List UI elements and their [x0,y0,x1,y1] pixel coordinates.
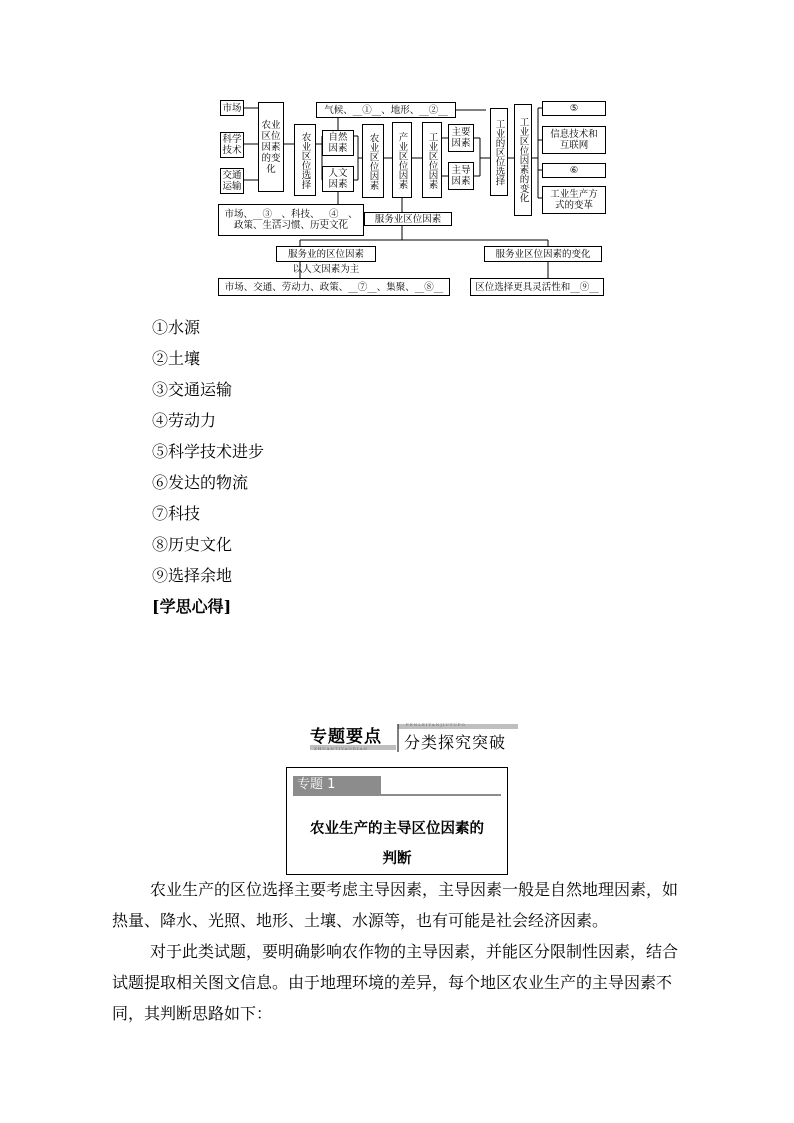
topic-title-line1: 农业生产的主导区位因素的 [310,820,484,837]
main-factor-box [448,124,474,152]
ind-item-prod-box [542,186,606,214]
service-left-title-box [276,246,376,262]
reflection-heading: [学思心得] [152,597,232,616]
ind-change-label: 工业区位因素的变化 [517,117,529,203]
answer-item: ⑨选择余地 [152,566,233,585]
banner-pinyin-bottom: ZHUANTIYAODIAN [314,746,368,751]
industry-factor-box [392,122,412,198]
banner-left-text: 专题要点 [310,727,382,747]
paragraph-1: 农业生产的区位选择主要考虑主导因素，主导因素一般是自然地理因素，如热量、降水、光照、地形、土壤、水源等，也有可能是社会经济因素。 [112,880,679,930]
topic-tag: 专题 1 [293,776,381,794]
service-right-items-box [470,278,604,296]
service-factor-label: 服务业区位因素 [374,213,442,225]
topic-box [286,767,508,875]
answer-item: ⑥发达的物流 [152,473,249,492]
banner-pinyin-top: FENLEITANJIUTUPO [406,722,466,727]
paragraph-2: 对于此类试题，要明确影响农作物的主导因素，并能区分限制性因素，结合试题提取相关图文信息。由于地理环境的差异，每个地区农业生产的主导因素不同，其判断思路如下： [112,942,679,1023]
market-label: 市场 [222,102,242,114]
service-right-title: 服务业区位因素的变化 [495,248,591,260]
topic-tag-underline [293,794,501,796]
concept-diagram [216,98,610,298]
science-tech-label: 科学技术 [222,134,242,156]
answer-item: ⑤科学技术进步 [152,442,265,461]
human-factors-list [218,204,364,236]
ind-item-it-box [542,126,606,154]
transport-label: 交通运输 [222,170,242,192]
ind-choice-box [490,108,508,196]
banner-right-text: 分类探究突破 [404,733,507,752]
human-factors-line1: 市场、__③__、科技、__④__、 [224,209,358,220]
service-left-title: 服务业的区位因素 [287,248,364,260]
service-right-title-box [484,246,602,262]
answer-item: ⑦科技 [152,504,201,523]
answer-list [152,312,264,591]
leading-factor-box [448,162,474,190]
ind-change-box [514,104,532,216]
ag-factor-box [362,124,384,198]
ind-item-prod-label: 工业生产方式的变革 [550,189,598,211]
ind-item-it-label: 信息技术和互联网 [550,129,598,151]
answer-item: ④劳动力 [152,411,217,430]
answer-item: ⑧历史文化 [152,535,233,554]
ag-change-box [258,102,284,192]
market-box [220,100,244,116]
answer-item: ①水源 [152,318,201,337]
natural-factor-box [322,130,354,156]
ag-factor-label: 农业区位因素 [367,132,379,190]
ind-factor-box [422,122,442,198]
human-factor-label: 人文因素 [328,168,348,190]
service-factor-box [364,212,452,226]
industry-factor-label: 产业区位因素 [396,131,408,189]
transport-box [220,168,244,194]
service-left-sub: 以人文因素为主 [292,264,360,275]
service-left-items: 市场、交通、劳动力、政策、__⑦__、集聚、__⑧__ [224,281,444,293]
ind-item-6-label: ⑥ [569,165,579,176]
ind-item-6-box [542,163,606,178]
ag-choice-box [294,124,316,196]
service-left-items-box [218,278,450,296]
topic-title [287,814,507,874]
ag-choice-label: 农业区位选择 [299,131,311,189]
human-factors-line2: 政策、生活习惯、历史文化 [233,220,348,231]
human-factor-box [322,166,354,192]
ind-choice-label: 工业的区位选择 [493,118,505,186]
natural-factors-text: 气候、__①__、地形、__②__ [324,104,448,116]
service-right-items: 区位选择更具灵活性和__⑨__ [475,281,599,293]
main-factor-label: 主要因素 [451,127,471,149]
ind-factor-label: 工业区位因素 [426,131,438,189]
ag-change-label: 农业区位因素的变化 [261,119,281,175]
ind-item-5-label: ⑤ [569,103,579,114]
answer-item: ③交通运输 [152,380,233,399]
leading-factor-label: 主导因素 [451,165,471,187]
natural-factors-list [316,102,456,118]
answer-item: ②土壤 [152,349,201,368]
topic-title-line2: 判断 [382,850,412,867]
section-banner [310,722,520,754]
science-tech-box [220,132,244,158]
natural-factor-label: 自然因素 [328,132,348,154]
ind-item-5-box [542,101,606,116]
